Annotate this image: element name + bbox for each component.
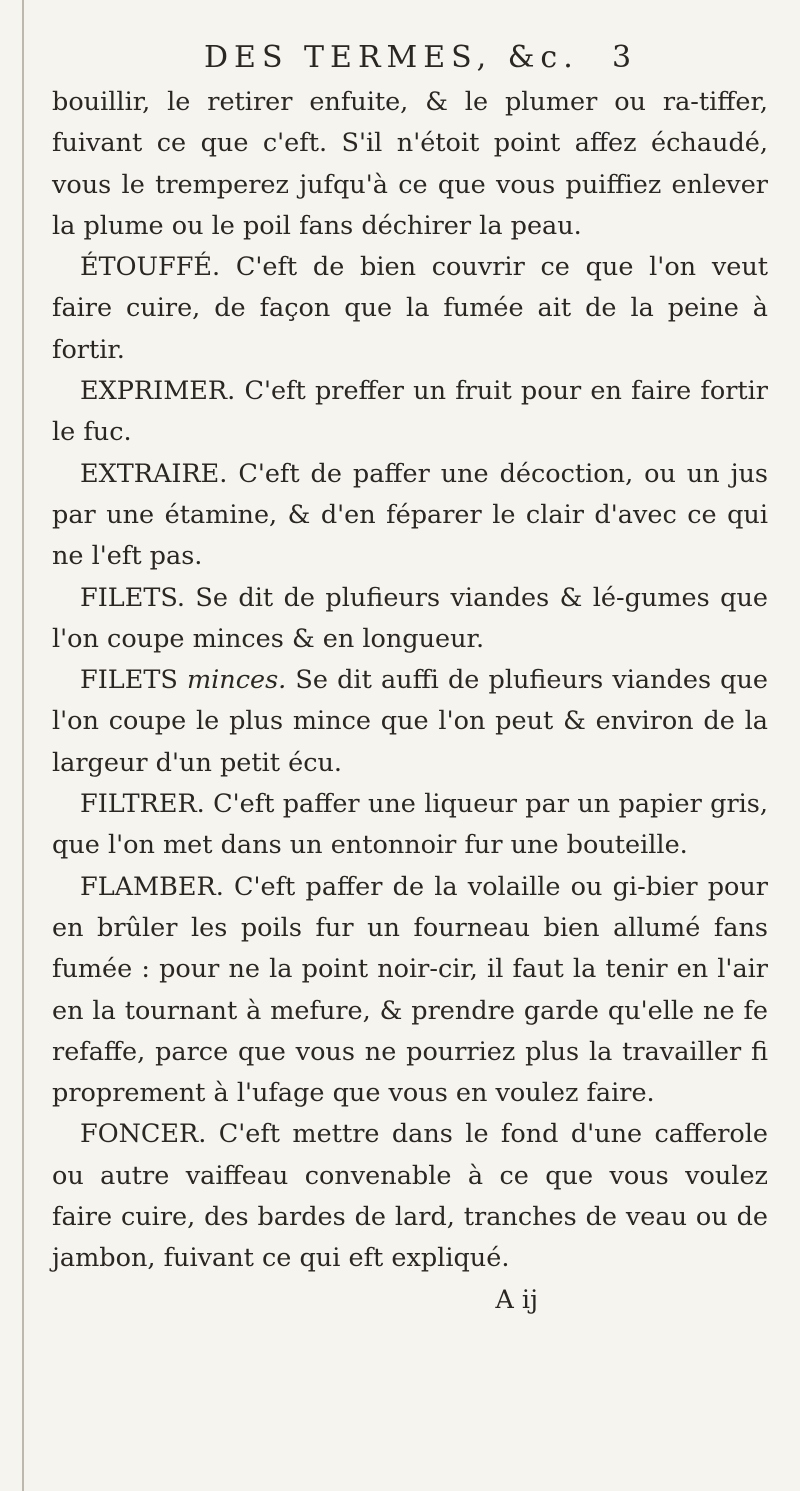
entry-foncer xyxy=(52,1114,768,1279)
entry-definition: C'eft paffer de la volaille ou gi-bier pour en brûler les poils fur un fourneau bien allumé fans fumée : pour ne la point noir-cir, il faut la tenir en l'air en la tournant à mefure, & prendre garde qu'elle ne fe refaffe, parce que vous ne pourriez plus la travailler fi proprement à l'ufage que vous en voulez faire. xyxy=(52,871,768,1109)
entry-term: FILETS xyxy=(80,665,178,696)
entry-term: ÉTOUFFÉ. xyxy=(80,252,221,283)
entry-definition: C'eft preffer un fruit pour en faire fortir le fuc. xyxy=(52,376,768,448)
page-gutter-edge xyxy=(22,0,24,1491)
entry-etouffe xyxy=(52,247,768,371)
running-head-title: DES TERMES, &c. xyxy=(204,40,579,75)
entry-term: FILETS. xyxy=(80,582,185,613)
entry-term-italic: minces. xyxy=(186,665,287,696)
paragraph-text: bouillir, le retirer enfuite, & le plumer ou ra-tiffer, fuivant ce que c'eft. S'il n'étoit point affez échaudé, vous le tremperez jufqu'à ce que vous puiffiez enlever la plume ou le poil fans déchirer la peau. xyxy=(52,87,768,241)
entry-term: EXPRIMER. xyxy=(80,376,236,407)
entry-exprimer xyxy=(52,371,768,454)
body-text xyxy=(52,82,768,1280)
running-head xyxy=(52,38,768,82)
entry-definition: C'eft mettre dans le fond d'une cafferole ou autre vaiffeau convenable à ce que vous voulez faire cuire, des bardes de lard, tranches de veau ou de jambon, fuivant ce qui eft expliqué. xyxy=(52,1119,768,1274)
entry-definition: C'eft de paffer une décoction, ou un jus par une étamine, & d'en féparer le clair d'avec ce qui ne l'eft pas. xyxy=(52,458,768,572)
signature-mark: A ij xyxy=(495,1284,538,1315)
entry-definition: C'eft de bien couvrir ce que l'on veut faire cuire, de façon que la fumée ait de la peine à fortir. xyxy=(52,252,768,365)
entry-filets-minces xyxy=(52,660,768,784)
entry-term: FONCER. xyxy=(80,1119,207,1150)
entry-definition: Se dit de plufieurs viandes & lé-gumes que l'on coupe minces & en longueur. xyxy=(52,582,768,654)
paragraph-continuation xyxy=(52,82,768,247)
entry-definition: C'eft paffer une liqueur par un papier gris, que l'on met dans un entonnoir fur une bouteille. xyxy=(52,789,768,861)
entry-filtrer xyxy=(52,784,768,867)
entry-definition: Se dit auffi de plufieurs viandes que l'on coupe le plus mince que l'on peut & environ de la largeur d'un petit écu. xyxy=(52,665,768,778)
page-footer xyxy=(52,1280,768,1321)
entry-flamber xyxy=(52,867,768,1115)
entry-term: FLAMBER. xyxy=(80,871,224,902)
book-page xyxy=(52,38,768,1321)
entry-term: FILTRER. xyxy=(80,789,205,820)
page-number: 3 xyxy=(612,40,632,75)
entry-term: EXTRAIRE. xyxy=(80,458,228,489)
entry-filets xyxy=(52,578,768,661)
entry-extraire xyxy=(52,454,768,578)
